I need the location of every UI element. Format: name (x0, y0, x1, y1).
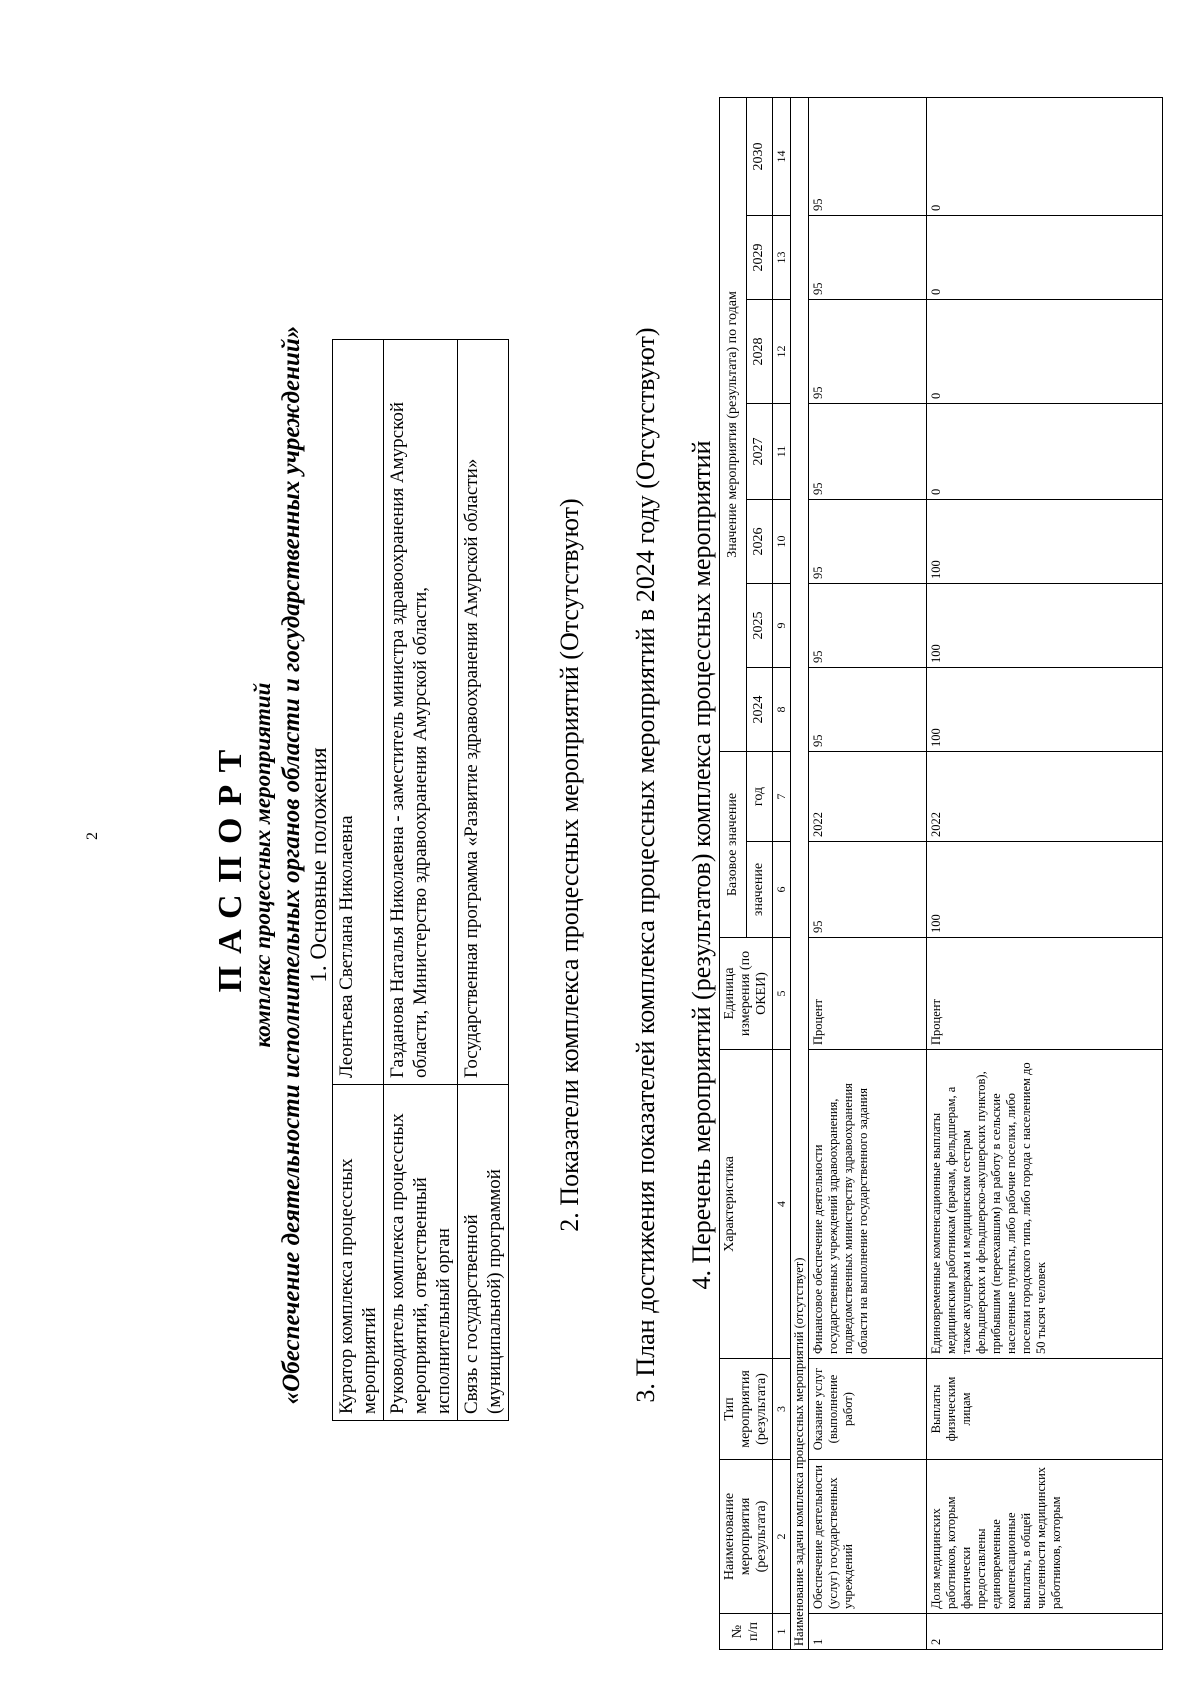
col-header-base: Базовое значение (720, 751, 747, 937)
page-subtitle: комплекс процессных мероприятий (250, 682, 275, 1048)
row-year-value: 0 (927, 299, 1163, 403)
column-number: 3 (773, 1359, 791, 1460)
row-year-value: 95 (809, 215, 927, 299)
col-header-year: 2024 (746, 667, 773, 751)
page-number: 2 (84, 832, 101, 840)
col-header-year: 2025 (746, 583, 773, 667)
row-label: Руководитель комплекса процессных мероприятий, ответственный исполнительный орган (384, 1085, 458, 1421)
row-name: Доля медицинских работников, которым фактически предоставлены единовременные компенсационные выплаты, в общей численности медицинских работников, которым (927, 1460, 1163, 1614)
table-row (809, 97, 927, 1649)
column-number: 2 (773, 1460, 791, 1614)
col-header-unit: Единица измерения (по ОКЕИ) (720, 938, 773, 1050)
row-num: 2 (927, 1614, 1163, 1650)
row-num: 1 (809, 1614, 927, 1650)
program-name: «Обеспечение деятельности исполнительных органов области и государственных учреждений» (278, 325, 305, 1405)
row-base-value: 100 (927, 842, 1163, 938)
col-header-characteristic: Характеристика (720, 1050, 773, 1359)
row-type: Выплаты физическим лицам (927, 1359, 1163, 1460)
column-number: 4 (773, 1050, 791, 1359)
column-number: 12 (773, 299, 791, 403)
col-header-year: 2026 (746, 499, 773, 583)
row-type: Оказание услуг (выполнение работ) (809, 1359, 927, 1460)
row-year-value: 95 (809, 583, 927, 667)
row-characteristic: Финансовое обеспечение деятельности государственных учреждений здравоохранения, подведомственных министерству здравоохранения области на выполнение государственного задания (809, 1050, 927, 1359)
col-header-year: 2029 (746, 215, 773, 299)
row-name: Обеспечение деятельности (услуг) государственных учреждений (809, 1460, 927, 1614)
col-header-year: 2027 (746, 403, 773, 499)
row-year-value: 0 (927, 215, 1163, 299)
row-year-value: 100 (927, 667, 1163, 751)
table-row (927, 97, 1163, 1649)
col-header-year: 2028 (746, 299, 773, 403)
row-label: Связь с государственной (муниципальной) программой (458, 1085, 509, 1421)
column-number: 10 (773, 499, 791, 583)
row-year-value: 95 (809, 299, 927, 403)
column-number: 11 (773, 403, 791, 499)
column-number: 1 (773, 1614, 791, 1650)
col-header-type: Тип мероприятия (результата) (720, 1359, 773, 1460)
col-header-base-year: год (746, 751, 773, 841)
row-year-value: 95 (809, 667, 927, 751)
main-provisions-table (332, 339, 509, 1421)
col-header-year: 2030 (746, 97, 773, 215)
row-year-value: 0 (927, 97, 1163, 215)
row-unit: Процент (809, 938, 927, 1050)
row-year-value: 95 (809, 97, 927, 215)
row-label: Куратор комплекса процессных мероприятий (333, 1085, 384, 1421)
column-number: 8 (773, 667, 791, 751)
col-header-base-value: значение (746, 842, 773, 938)
task-row (791, 97, 809, 1649)
row-value: Государственная программа «Развитие здравоохранения Амурской области» (458, 340, 509, 1085)
table-row (384, 340, 458, 1421)
task-name: Наименование задачи комплекса процессных мероприятий (отсутствует) (791, 97, 809, 1649)
col-header-num: № п/п (720, 1614, 773, 1650)
col-header-by-year: Значение мероприятия (результата) по годам (720, 97, 747, 751)
row-unit: Процент (927, 938, 1163, 1050)
row-base-value: 95 (809, 842, 927, 938)
column-number: 9 (773, 583, 791, 667)
section4-heading: 4. Перечень мероприятий (результатов) комплекса процессных мероприятий (687, 440, 716, 1290)
section1-heading: 1. Основные положения (306, 747, 331, 983)
row-year-value: 95 (809, 499, 927, 583)
row-year-value: 95 (809, 403, 927, 499)
row-year-value: 0 (927, 403, 1163, 499)
col-header-name: Наименование мероприятия (результата) (720, 1460, 773, 1614)
table-header-row (720, 97, 747, 1649)
column-number: 14 (773, 97, 791, 215)
column-number: 6 (773, 842, 791, 938)
row-base-year: 2022 (809, 751, 927, 841)
section3-heading: 3. План достижения показателей комплекса процессных мероприятий в 2024 году (Отсутствуют) (631, 327, 660, 1403)
row-base-year: 2022 (927, 751, 1163, 841)
row-year-value: 100 (927, 583, 1163, 667)
row-year-value: 100 (927, 499, 1163, 583)
row-value: Газданова Наталья Николаевна - заместитель министра здравоохранения Амурской области, Министерство здравоохранения Амурской области, (384, 340, 458, 1085)
rotated-page-content (100, 75, 1110, 1655)
section2-heading: 2. Показатели комплекса процессных мероприятий (Отсутствуют) (555, 498, 584, 1232)
table-row (458, 340, 509, 1421)
activities-table (719, 97, 1163, 1650)
column-number: 7 (773, 751, 791, 841)
column-number-row (773, 97, 791, 1649)
row-characteristic: Единовременные компенсационные выплаты медицинским работникам (врачам, фельдшерам, а также акушеркам и медицинским сестрам фельдшерских и фельдшерско-акушерских пунктов), прибывшим (переехавшим) на работу в сельские населенные пункты, либо рабочие поселки, либо поселки городского типа, либо города с населением до 50 тысяч человек (927, 1050, 1163, 1359)
column-number: 5 (773, 938, 791, 1050)
page-title: ПАСПОРТ (212, 737, 249, 993)
column-number: 13 (773, 215, 791, 299)
row-value: Леонтьева Светлана Николаевна (333, 340, 384, 1085)
table-row (333, 340, 384, 1421)
